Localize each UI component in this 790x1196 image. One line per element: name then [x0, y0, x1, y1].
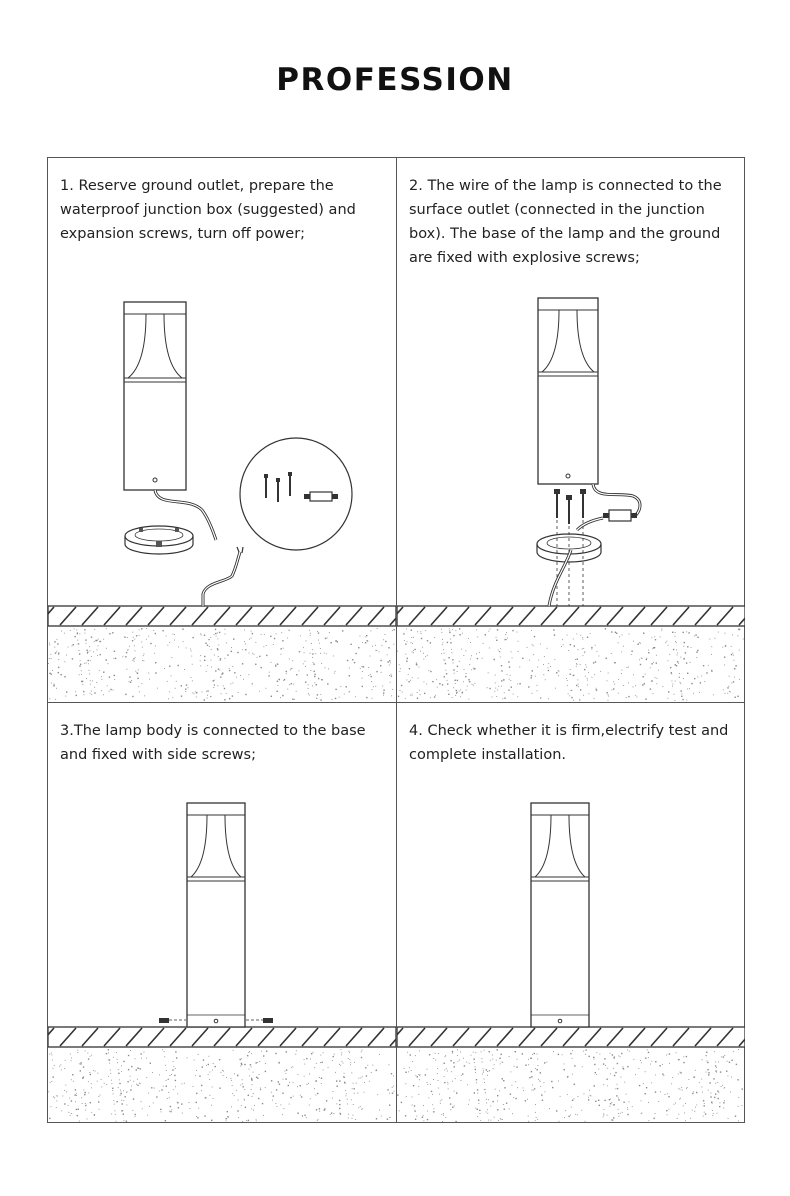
step-3-panel: [48, 703, 397, 1123]
step-3-illustration: [48, 703, 396, 1123]
step-1-panel: [48, 158, 397, 702]
junction-box-icon: [603, 510, 637, 521]
ground-gravel: [397, 1049, 743, 1122]
step-4-panel: [397, 703, 746, 1123]
step-1-illustration: [48, 158, 396, 702]
page-title: PROFESSION: [276, 62, 514, 98]
ground-gravel: [48, 628, 395, 701]
ground-gravel: [48, 1049, 394, 1122]
lamp-base-icon: [125, 526, 193, 554]
ground-hatch: [397, 606, 745, 626]
step-4-text: 4. Check whether it is firm,electrify test and complete installation.: [409, 723, 729, 763]
bollard-lamp-icon: [124, 302, 186, 490]
explosive-screws-icon: [554, 489, 586, 524]
bollard-lamp-icon: [531, 803, 589, 1027]
step-2-panel: [397, 158, 746, 702]
step-3-text: 3.The lamp body is connected to the base and fixed with side screws;: [60, 723, 366, 763]
bollard-lamp-icon: [538, 298, 598, 484]
step-4-illustration: [397, 703, 745, 1123]
ground-hatch: [48, 606, 396, 626]
ground-hatch: [48, 1027, 396, 1047]
accessories-circle-icon: [240, 438, 352, 550]
step-2-illustration: [397, 158, 745, 702]
ground-hatch: [397, 1027, 745, 1047]
installation-steps-grid: [47, 157, 745, 1123]
step-1-text: 1. Reserve ground outlet, prepare the waterproof junction box (suggested) and expansion screws, turn off power;: [60, 178, 356, 242]
bollard-lamp-icon: [187, 803, 245, 1027]
ground-gravel: [397, 628, 743, 701]
step-2-text: 2. The wire of the lamp is connected to the surface outlet (connected in the junction box). The base of the lamp and the ground are fixed with explosive screws;: [409, 178, 722, 266]
